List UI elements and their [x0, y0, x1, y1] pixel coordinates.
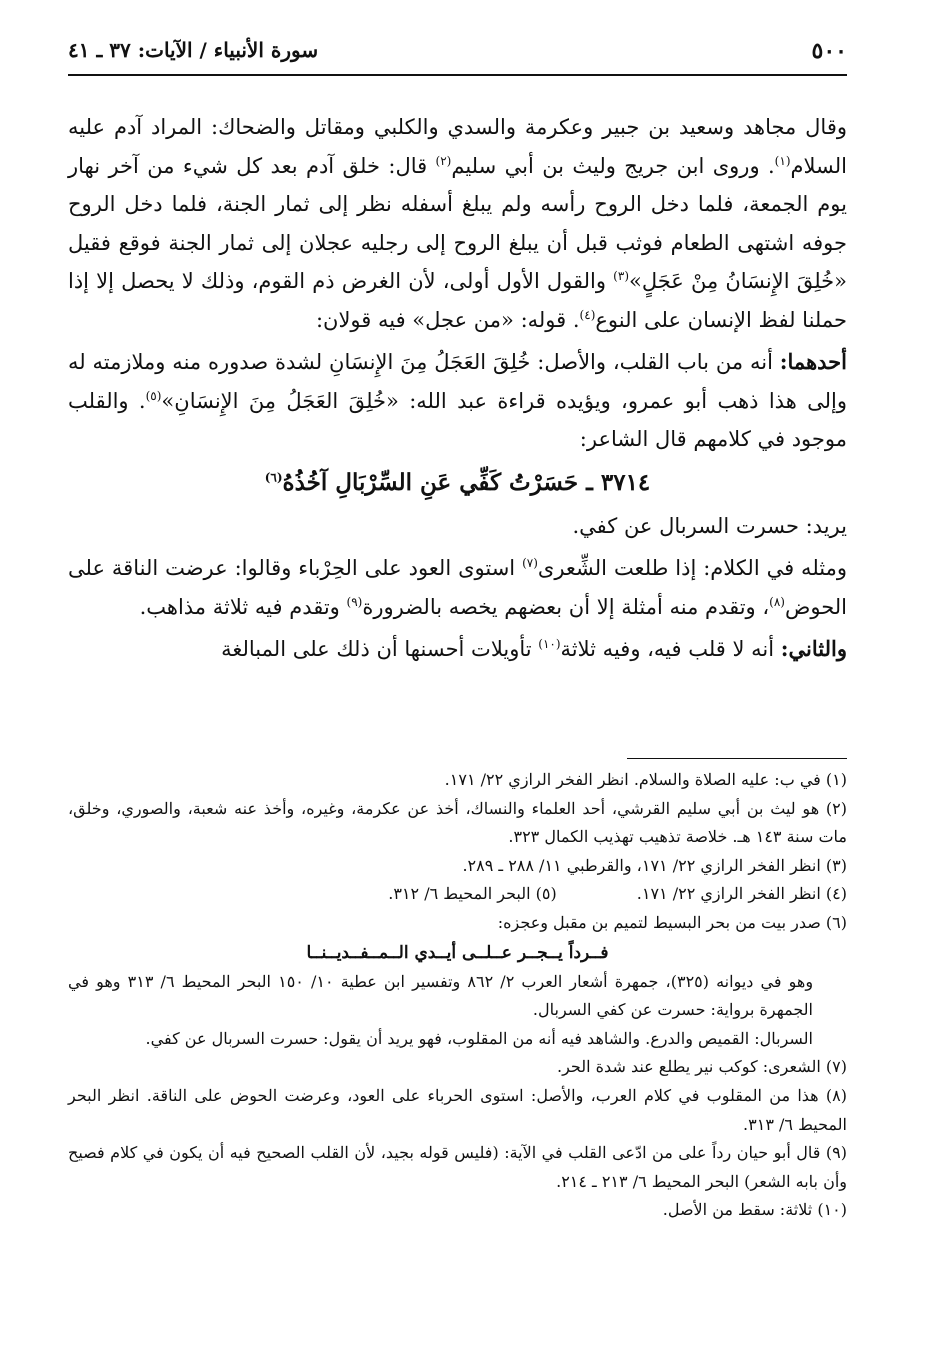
paragraph: وقال مجاهد وسعيد بن جبير وعكرمة والسدي والكلبي ومقاتل والضحاك: المراد آدم عليه السلام$^{(١)}$. وروى ابن جريج وليث بن أبي سليم$^{(٢)}$ قال: خلق آدم بعد كل شيء من آخر نهار يوم الجمعة، فلما دخل الروح رأسه ولم يبلغ أسفله نظر إلى ثمار الجنة، فلما دخل الروح جوفه اشتهى الطعام فوثب قبل أن يبلغ الروح إلى رجليه عجلان إلى ثمار الجنة فوقع فقيل «خُلِقَ الإِنسَانُ مِنْ عَجَلٍ»$^{(٣)}$ والقول الأول أولى، لأن الغرض ذم القوم، وذلك لا يحصل إلا إذا حملنا لفظ الإنسان على النوع$^{(٤)}$. قوله: «من عجل» فيه قولان:	[68, 115, 848, 332]
paragraph-label: والثاني:	[780, 636, 847, 661]
footnote-ref[interactable]: (٩)	[346, 594, 363, 609]
paragraph: يريد: حسرت السربال عن كفي.	[572, 513, 847, 538]
paragraph: والثاني: أنه لا قلب فيه، وفيه ثلاثة$^{(١٠)}$ تأويلات أحسنها أن ذلك على المبالغة	[221, 636, 847, 661]
footnote: (٦) صدر بيت من بحر البسيط لتميم بن مقبل وعجزه:	[497, 912, 847, 932]
page-header	[68, 34, 847, 76]
paragraph: ومثله في الكلام: إذا طلعت الشِّعرى$^{(٧)}$ استوى العود على الحِرْباء وقالوا: عرضت الناقة على الحوض$^{(٨)}$، وتقدم منه أمثلة إلا أن بعضهم يخصه بالضرورة$^{(٩)}$ وتقدم فيه ثلاثة مذاهب.	[68, 556, 847, 619]
footnote: (٧) الشعرى: كوكب نير يطلع عند شدة الحر.	[557, 1057, 847, 1077]
footnote-ref[interactable]: (٨)	[769, 594, 785, 609]
footnote: (٩) قال أبو حيان رداً على من ادّعى القلب في الآية: (فليس قوله بجيد، لأن القلب الصحيح فيه أن يكون في كلام فصيح وأن بابه الشعر) البحر المحيط ٦/ ٢١٣ ـ ٢١٤.	[68, 1143, 847, 1191]
running-title: سورة الأنبياء / الآيات: ٣٧ ـ ٤١	[68, 38, 319, 62]
paragraph: أحدهما: أنه من باب القلب، والأصل: خُلِقَ العَجَلُ مِنَ الإِنسَانِ لشدة صدوره منه وملازمته له وإلى هذا ذهب أبو عمرو، ويؤيده قراءة عبد الله: «خُلِقَ العَجَلُ مِنَ الإِنسَانِ»$^{(٥)}$. والقلب موجود في كلامهم قال الشاعر:	[68, 349, 847, 451]
footnote-divider	[627, 758, 847, 759]
page-number: ٥٠٠	[811, 38, 847, 64]
footnote-continuation: السربال: القميص والدرع. والشاهد فيه أنه من المقلوب، فهو يريد أن يقول: حسرت السربال عن كفي.	[145, 1028, 813, 1048]
footnote: (١٠) ثلاثة: سقط من الأصل.	[662, 1200, 847, 1220]
footnote: (٤) انظر الفخر الرازي ٢٢/ ١٧١.	[636, 884, 847, 904]
footnote-ref[interactable]: (٧)	[522, 556, 538, 570]
footnote: (٣) انظر الفخر الرازي ٢٢/ ١٧١، والقرطبي ١١/ ٢٨٨ ـ ٢٨٩.	[462, 855, 847, 875]
footnote: (٢) هو ليث بن أبي سليم القرشي، أحد العلماء والنساك، أخذ عن عكرمة، وغيره، وأخذ عنه شعبة، والصوري، وخلق، مات سنة ١٤٣ هـ. خلاصة تذهيب تهذيب الكمال ٣٢٣.	[68, 798, 847, 847]
footnote: (٥) البحر المحيط ٦/ ٣١٢.	[388, 884, 557, 904]
footnote-continuation: وهو في ديوانه (٣٢٥)، جمهرة أشعار العرب ٢/ ٨٦٢ وتفسير ابن عطية ١٠/ ١٥٠ البحر المحيط ٦/ ٣١٣ وهو في الجمهرة برواية: حسرت عن كفي السربال.	[68, 971, 814, 1020]
footnote-verse: فــرداً يــجــر عــلــى أيــدي الــمــفــديــنــا	[306, 942, 609, 963]
footnote: (١) في ب: عليه الصلاة والسلام. انظر الفخر الرازي ٢٢/ ١٧١.	[444, 770, 847, 789]
footnote-ref[interactable]: (٦)	[264, 469, 283, 484]
poetry-verse: ٣٧١٤ ـ حَسَرْتُ كَفِّي عَنِ السِّرْبَالِ آخُذُهُ$^{(٦)}$	[264, 468, 651, 496]
footnote-ref[interactable]: (٣)	[613, 269, 629, 283]
footnote: (٨) هذا من المقلوب في كلام العرب، والأصل: استوى الحرباء على العود، وعرضت الحوض على الناقة. انظر البحر المحيط ٦/ ٣١٣.	[68, 1085, 847, 1134]
footnote-ref[interactable]: (١٠)	[538, 637, 561, 651]
footnote-ref[interactable]: (١)	[774, 153, 791, 168]
footnote-ref[interactable]: (٥)	[145, 388, 162, 403]
footnote-row	[68, 880, 847, 909]
paragraph-label: أحدهما:	[779, 349, 847, 374]
main-text	[68, 108, 847, 673]
footnotes	[68, 766, 847, 1225]
footnote-ref[interactable]: (٢)	[435, 153, 452, 168]
footnote-ref[interactable]: (٤)	[579, 307, 596, 322]
